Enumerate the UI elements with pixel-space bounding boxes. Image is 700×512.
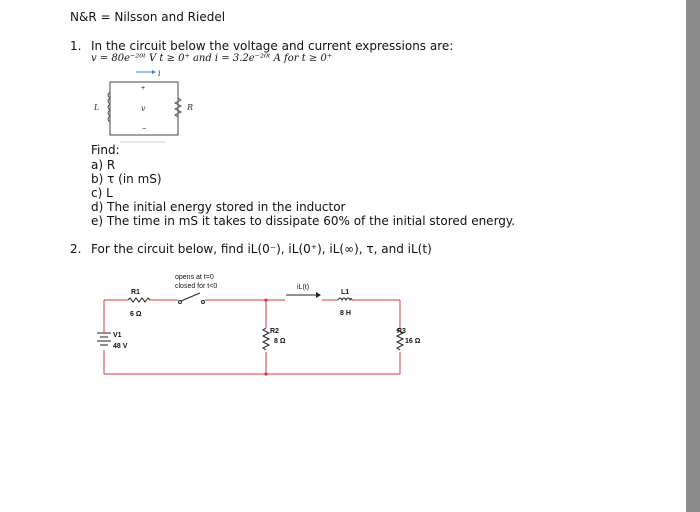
switch-label-1: opens at t=0 [175,274,214,281]
r1-value: 6 Ω [130,311,142,318]
r2-name: R2 [270,328,279,335]
q1-item-d: d) The initial energy stored in the inductor [91,200,346,214]
v1-name: V1 [113,332,122,339]
l1-name: L1 [341,289,350,296]
q2-text: For the circuit below, find iL(0⁻), iL(0⁺), iL(∞), τ, and iL(t) [91,242,432,256]
q1-fig-i: i [158,69,161,78]
q1-item-e: e) The time in mS it takes to dissipate 60% of the initial stored energy. [91,214,516,228]
q1-intro: In the circuit below the voltage and current expressions are: [91,39,454,53]
il-label: iL(t) [297,284,310,291]
r1-name: R1 [131,289,140,296]
switch-label-2: closed for t<0 [175,283,218,290]
q1-fig-minus: − [142,126,147,133]
v1-value: 48 V [113,343,128,350]
q1-fig-plus: + [141,85,146,92]
q1-fig-L: L [94,103,100,112]
l1-symbol [338,298,352,300]
q1-item-b: b) τ (in mS) [91,172,162,186]
r2-value: 8 Ω [274,338,286,345]
junction-top [264,298,267,301]
q2-number: 2. [70,242,82,256]
r2-symbol [263,328,269,350]
wires [104,300,400,374]
r3-value: 16 Ω [405,338,421,345]
q1-equation: v = 80e⁻²⁰ᵗ V t ≥ 0⁺ and i = 3.2e⁻²⁰ᵗ A for t ≥ 0⁺ [91,53,333,64]
r1-symbol [128,298,150,302]
q1-number: 1. [70,39,82,53]
q1-fig-v: v [141,104,146,113]
q1-find-label: Find: [91,143,120,157]
junction-bottom [264,372,267,375]
l1-value: 8 H [340,310,351,317]
q1-item-a: a) R [91,158,116,172]
r3-name: R3 [397,328,406,335]
header-text: N&R = Nilsson and Riedel [70,10,226,24]
q1-item-c: c) L [91,186,113,200]
q1-fig-R: R [187,103,194,112]
